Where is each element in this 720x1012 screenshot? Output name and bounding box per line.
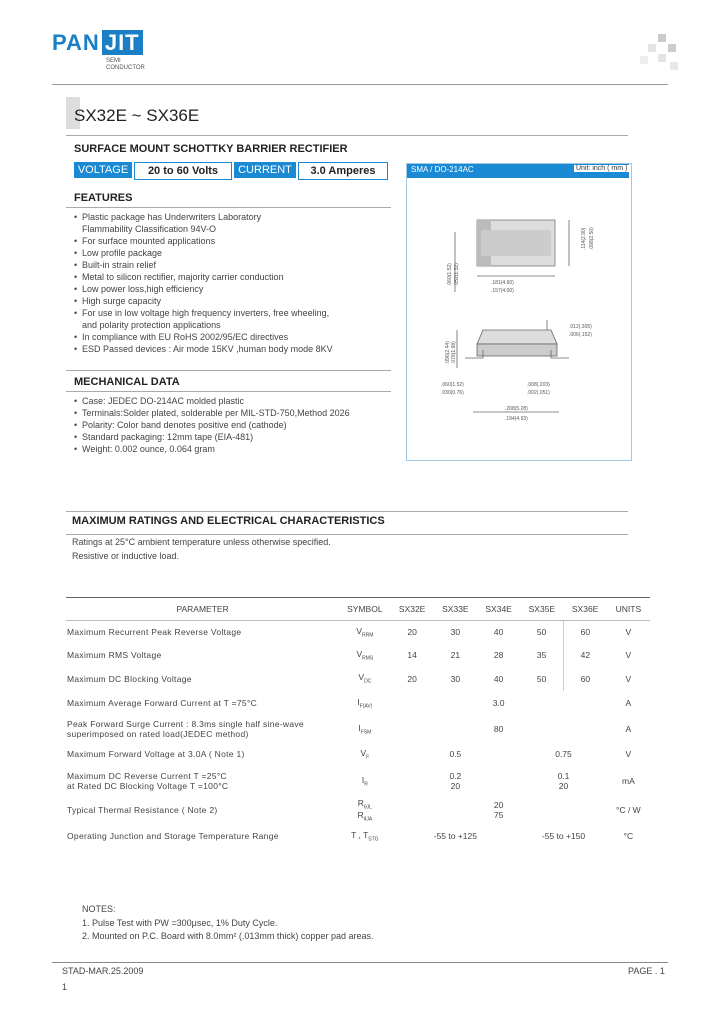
bullet-icon: •: [74, 396, 78, 406]
table-cell: 20: [407, 673, 417, 684]
feature-item: [74, 223, 394, 235]
table-cell: 60: [564, 667, 607, 691]
symbol: T , T: [351, 829, 369, 840]
symbol: V: [356, 648, 363, 659]
feature-text: Metal to silicon rectifier, majority carrier conduction: [82, 272, 284, 282]
table-cell: °C: [623, 830, 634, 841]
bullet-icon: •: [74, 408, 78, 418]
feature-item: [74, 319, 394, 331]
mechanical-item: [74, 407, 394, 419]
feature-text: For use in low voltage high frequency inverters, free wheeling,: [82, 308, 330, 318]
feature-item: [74, 235, 394, 247]
bullet-icon: •: [74, 308, 78, 318]
logo-sub-1: SEMI: [106, 58, 121, 64]
cell-line: Typical Thermal Resistance ( Note 2): [67, 805, 218, 816]
feature-text: Low power loss,high efficiency: [82, 284, 204, 294]
column-header: SX36E: [564, 598, 607, 621]
table-cell: [339, 797, 390, 824]
mechanical-list: [74, 395, 394, 455]
symbol: R: [357, 810, 364, 821]
feature-text: and polarity protection applications: [82, 320, 221, 330]
logo-pan: PAN: [52, 30, 100, 55]
feature-item: [74, 295, 394, 307]
cell-line: Maximum DC Blocking Voltage: [67, 673, 192, 684]
logo-jit: JIT: [102, 30, 143, 55]
bullet-icon: •: [74, 248, 78, 258]
table-cell: [66, 716, 339, 743]
table-cell: 60: [564, 621, 607, 644]
table-row: [66, 667, 650, 691]
dim-2: .098(2.50): [589, 227, 595, 250]
bullet-icon: •: [74, 296, 78, 306]
table-cell: [66, 797, 339, 824]
features-divider: [66, 207, 391, 208]
mechanical-item: [74, 419, 394, 431]
table-cell: [391, 797, 607, 824]
cell-line: 75: [493, 810, 504, 821]
features-list: [74, 211, 394, 355]
feature-item: [74, 259, 394, 271]
table-cell: A: [625, 724, 632, 734]
package-side-view: [457, 320, 569, 412]
table-cell: mA: [622, 776, 635, 786]
table-cell: °C / W: [616, 805, 641, 816]
logo-sub-2: CONDUCTOR: [106, 65, 145, 71]
cell-line: 0.5: [449, 749, 462, 759]
column-header: SX33E: [434, 598, 477, 621]
column-header: SX34E: [477, 598, 520, 621]
feature-text: High surge capacity: [82, 296, 162, 306]
symbol-subscript: RMS: [362, 655, 374, 662]
dim-9: .096(2.44): [445, 341, 451, 364]
cell-line: Operating Junction and Storage Temperature Range: [67, 830, 279, 841]
table-cell: 40: [493, 673, 504, 684]
cell-line: 20: [558, 781, 569, 791]
product-subtitle: SURFACE MOUNT SCHOTTKY BARRIER RECTIFIER: [74, 143, 348, 155]
table-cell: [391, 716, 607, 743]
bullet-icon: •: [74, 332, 78, 342]
note-1: 1. Pulse Test with PW =300μsec, 1% Duty Cycle.: [82, 918, 278, 928]
table-cell: 28: [493, 650, 504, 660]
cell-line: Maximum RMS Voltage: [67, 650, 162, 660]
cell-line: Maximum Recurrent Peak Reverse Voltage: [67, 627, 242, 638]
column-header: SX35E: [520, 598, 563, 621]
table-cell: V: [625, 627, 632, 638]
table-cell: [391, 691, 607, 716]
table-cell: [66, 766, 339, 797]
symbol: V: [360, 747, 367, 758]
mechanical-text: Case: JEDEC DO-214AC molded plastic: [82, 396, 245, 406]
table-cell: [339, 743, 390, 766]
symbol-subscript: STG: [368, 836, 379, 843]
table-cell: [339, 716, 390, 743]
column-header: PARAMETER: [66, 598, 339, 621]
symbol: I: [361, 774, 365, 785]
feature-text: For surface mounted applications: [82, 236, 216, 246]
ratings-note-2: Resistive or inductive load.: [72, 551, 180, 561]
logo-subtitle: [106, 58, 145, 72]
package-name: SMA / DO-214AC: [411, 165, 474, 174]
table-cell: [391, 743, 521, 766]
table-cell: [520, 824, 607, 848]
table-cell: [339, 766, 390, 797]
mechanical-divider: [66, 391, 391, 392]
bullet-icon: •: [74, 272, 78, 282]
mechanical-item: [74, 443, 394, 455]
table-row: [66, 691, 650, 716]
symbol-subscript: θJA: [363, 816, 373, 823]
table-cell: [339, 667, 390, 691]
feature-text: Built-in strain relief: [82, 260, 157, 270]
symbol: V: [358, 672, 365, 683]
table-cell: [339, 691, 390, 716]
table-cell: [520, 766, 607, 797]
cell-line: 80: [493, 724, 504, 734]
mechanical-text: Polarity: Color band denotes positive end (cathode): [82, 420, 287, 430]
cell-line: at Rated DC Blocking Voltage T =100°C: [67, 781, 229, 791]
table-cell: [339, 824, 390, 848]
table-row: [66, 824, 650, 848]
bullet-icon: •: [74, 236, 78, 246]
mechanical-text: Terminals:Solder plated, solderable per MIL-STD-750,Method 2026: [82, 408, 350, 418]
cell-line: 20: [493, 800, 504, 811]
table-cell: V: [625, 749, 632, 759]
symbol: R: [357, 797, 364, 808]
cell-line: Maximum DC Reverse Current T =25°C: [67, 771, 227, 781]
dim-10: .078(1.98): [451, 341, 457, 364]
cell-line: 0.2: [449, 771, 462, 781]
package-unit: Unit: inch ( mm ): [576, 165, 628, 172]
footer-divider: [52, 962, 668, 963]
cell-line: Maximum Forward Voltage at 3.0A ( Note 1): [67, 749, 245, 759]
table-row: [66, 644, 650, 667]
symbol-subscript: F(AV): [359, 703, 373, 710]
table-cell: 14: [407, 650, 417, 660]
cell-line: 0.1: [557, 771, 570, 781]
table-row: [66, 716, 650, 743]
table-cell: V: [625, 650, 632, 660]
cell-line: superimposed on rated load(JEDEC method): [67, 729, 249, 739]
table-cell: [339, 621, 390, 644]
title-divider: [66, 135, 628, 136]
feature-item: [74, 211, 394, 223]
mechanical-heading: MECHANICAL DATA: [74, 376, 180, 388]
cell-line: -55 to +150: [541, 830, 586, 841]
bullet-icon: •: [74, 260, 78, 270]
feature-item: [74, 307, 394, 319]
table-cell: [391, 824, 521, 848]
symbol: I: [357, 696, 360, 707]
column-header: SX32E: [391, 598, 434, 621]
table-cell: 40: [493, 627, 504, 638]
cell-line: 3.0: [492, 698, 505, 708]
header-divider: [52, 84, 668, 85]
mechanical-top-divider: [66, 370, 391, 371]
feature-item: [74, 331, 394, 343]
mechanical-text: Weight: 0.002 ounce, 0.064 gram: [82, 444, 215, 454]
cell-line: 20: [450, 781, 461, 791]
table-cell: [391, 766, 521, 797]
footer-date: STAD-MAR.25.2009: [62, 966, 144, 976]
dim-15: .208(5.28): [505, 406, 528, 412]
bullet-icon: •: [74, 432, 78, 442]
feature-text: Flammability Classification 94V-O: [82, 224, 217, 234]
bullet-icon: •: [74, 444, 78, 454]
ratings-heading: MAXIMUM RATINGS AND ELECTRICAL CHARACTERISTICS: [72, 515, 385, 527]
dim-6: .052(1.32): [454, 263, 460, 286]
dim-16: .194(4.93): [505, 416, 528, 422]
feature-text: ESD Passed devices : Air mode 15KV ,human body mode 8KV: [82, 344, 333, 354]
panjit-logo: [52, 30, 143, 56]
bullet-icon: •: [74, 344, 78, 354]
column-header: SYMBOL: [339, 598, 390, 621]
feature-item: [74, 343, 394, 355]
table-cell: A: [625, 698, 632, 708]
bullet-icon: •: [74, 420, 78, 430]
dim-3: .181(4.60): [491, 280, 514, 286]
table-cell: 30: [450, 673, 461, 684]
part-number: SX32E ~ SX36E: [74, 106, 200, 125]
table-cell: 21: [450, 650, 461, 660]
table-row: [66, 621, 650, 644]
feature-item: [74, 283, 394, 295]
table-cell: 42: [564, 644, 607, 667]
dim-8: .006(.152): [569, 332, 592, 338]
current-value: 3.0 Amperes: [298, 162, 388, 180]
table-row: [66, 743, 650, 766]
symbol: V: [356, 625, 362, 636]
dim-12: .030(0.76): [441, 390, 464, 396]
bullet-icon: •: [74, 212, 78, 222]
notes-heading: NOTES:: [82, 904, 116, 914]
voltage-value: 20 to 60 Volts: [134, 162, 232, 180]
symbol-subscript: RRM: [361, 632, 374, 639]
symbol-subscript: R: [364, 781, 368, 788]
table-cell: 50: [536, 673, 547, 684]
dim-7: .012(.305): [569, 324, 592, 330]
corner-squares-decoration: [640, 34, 680, 74]
table-cell: [66, 691, 339, 716]
table-row: [66, 797, 650, 824]
symbol-subscript: FSM: [360, 729, 372, 736]
symbol-subscript: DC: [364, 678, 372, 685]
feature-text: Plastic package has Underwriters Laboratory: [82, 212, 262, 222]
symbol-subscript: F: [366, 754, 370, 761]
feature-text: Low profile package: [82, 248, 163, 258]
table-cell: 50: [536, 627, 547, 638]
mechanical-text: Standard packaging: 12mm tape (EIA-481): [82, 432, 254, 442]
table-cell: 30: [450, 627, 461, 638]
table-cell: [66, 621, 339, 644]
feature-text: In compliance with EU RoHS 2002/95/EC directives: [82, 332, 289, 342]
symbol-subscript: θJL: [363, 804, 372, 811]
voltage-label: VOLTAGE: [74, 162, 132, 178]
bullet-icon: •: [74, 284, 78, 294]
note-2: 2. Mounted on P.C. Board with 8.0mm² (.013mm thick) copper pad areas.: [82, 931, 374, 941]
table-row: [66, 766, 650, 797]
package-outline-diagram: [407, 180, 629, 458]
dim-13: .008(.203): [527, 382, 550, 388]
table-cell: 20: [407, 627, 417, 638]
ratings-note-1: Ratings at 25°C ambient temperature unless otherwise specified.: [72, 537, 331, 547]
feature-item: [74, 271, 394, 283]
ratings-table: [66, 597, 650, 848]
features-heading: FEATURES: [74, 192, 133, 204]
table-cell: [520, 743, 607, 766]
dim-5: .060(1.52): [447, 263, 453, 286]
cell-line: Maximum Average Forward Current at T =75°C: [67, 698, 258, 708]
footer-page-num: 1: [62, 982, 68, 992]
table-cell: [66, 743, 339, 766]
table-cell: [66, 644, 339, 667]
feature-item: [74, 247, 394, 259]
table-cell: V: [625, 673, 632, 684]
dim-14: .002(.051): [527, 390, 550, 396]
table-cell: [66, 667, 339, 691]
current-label: CURRENT: [234, 162, 296, 178]
table-cell: [66, 824, 339, 848]
column-header: UNITS: [607, 598, 650, 621]
cell-line: -55 to +125: [433, 830, 477, 841]
symbol: I: [358, 722, 361, 733]
mechanical-item: [74, 431, 394, 443]
cell-line: 0.75: [555, 749, 572, 759]
dim-1: .114(2.90): [581, 227, 587, 250]
table-cell: [339, 644, 390, 667]
table-cell: 35: [536, 650, 547, 660]
dim-4: .157(4.00): [491, 288, 514, 294]
dim-11: .060(1.52): [441, 382, 464, 388]
mechanical-item: [74, 395, 394, 407]
cell-line: Peak Forward Surge Current : 8.3ms single half sine-wave: [67, 719, 304, 729]
footer-page: PAGE . 1: [628, 966, 665, 976]
table-header-row: [66, 598, 650, 621]
